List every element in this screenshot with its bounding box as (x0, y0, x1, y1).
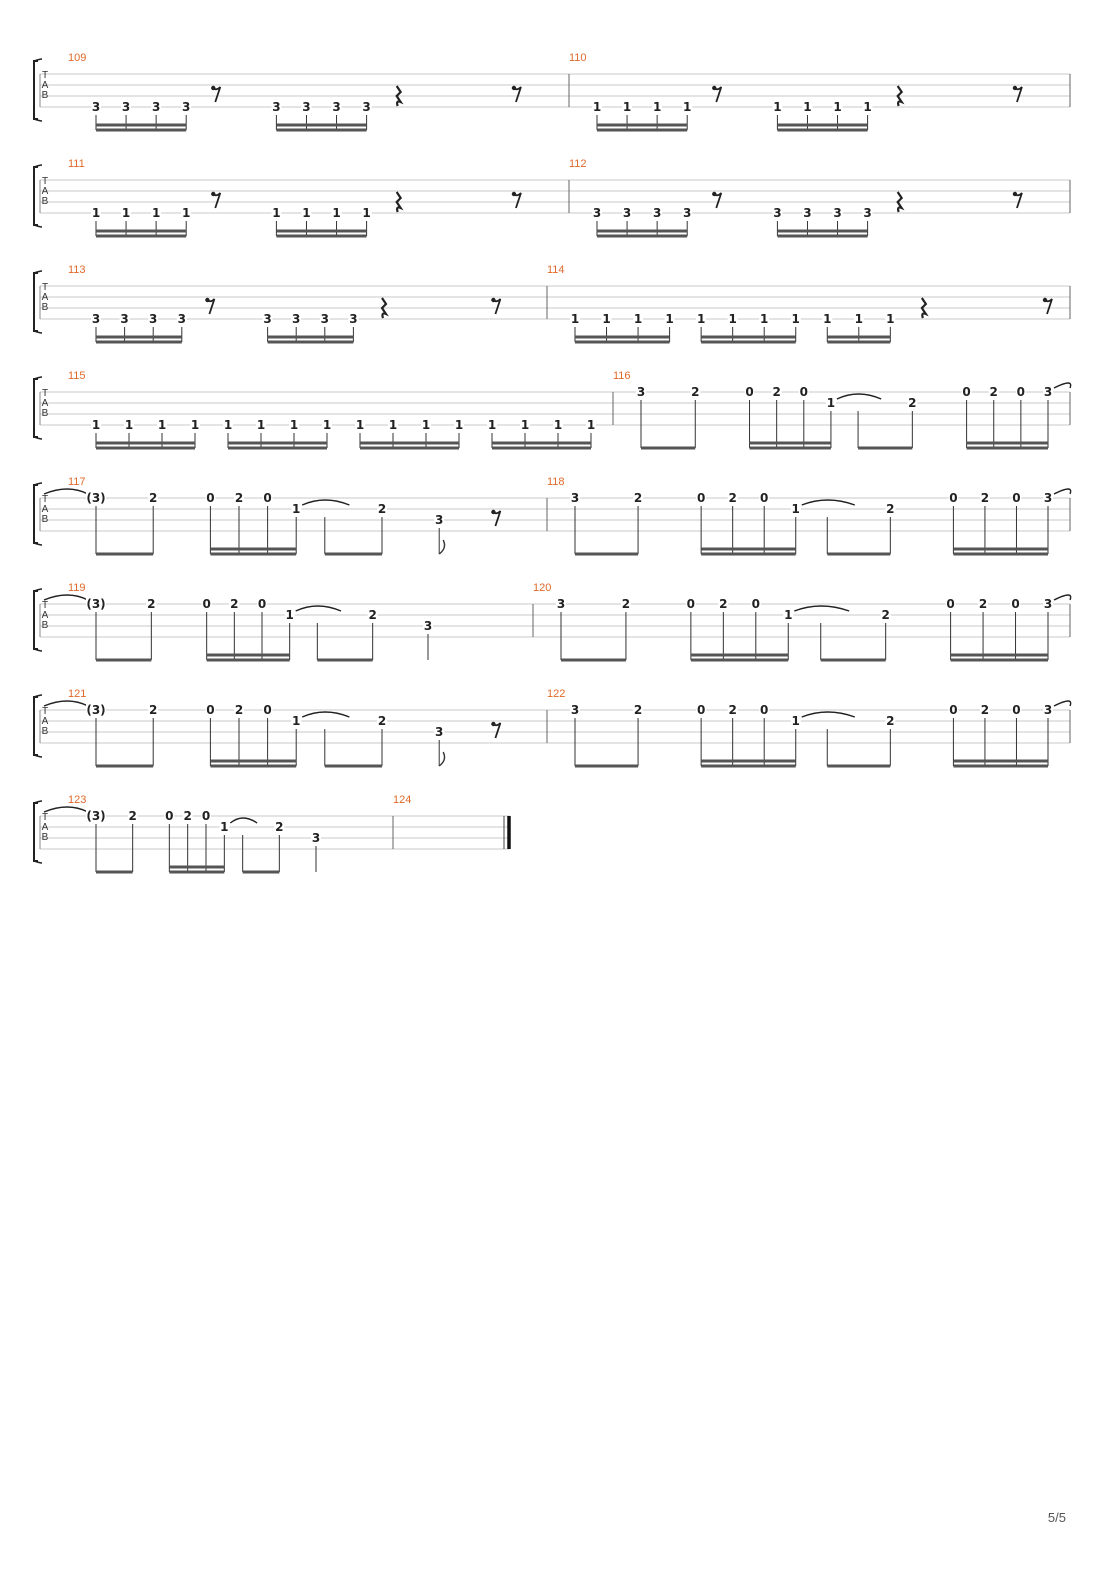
fret-number: 3 (177, 312, 186, 326)
eighth-rest-dot (491, 510, 495, 514)
fret-number: 0 (257, 597, 267, 611)
tab-clef-letter: T (41, 706, 49, 717)
fret-number: 2 (147, 597, 156, 611)
fret-number: 2 (978, 597, 988, 611)
fret-number: 1 (570, 312, 580, 326)
fret-number: 3 (349, 312, 358, 326)
system-bracket (34, 273, 38, 331)
fret-number: 1 (553, 418, 563, 432)
fret-number: 2 (886, 502, 895, 516)
eighth-rest-dot (512, 86, 516, 90)
fret-number: 1 (665, 312, 674, 326)
fret-number: 3 (435, 513, 444, 527)
fret-number: 2 (368, 608, 377, 622)
fret-number: 0 (1016, 385, 1026, 399)
fret-number: 1 (157, 418, 167, 432)
tie-arc (44, 701, 88, 706)
eighth-rest-dot (205, 298, 209, 302)
measure-number: 121 (68, 688, 87, 700)
fret-number: 0 (962, 385, 971, 399)
fret-number: 1 (728, 312, 737, 326)
tab-clef-letter: T (41, 494, 49, 505)
measure-number: 122 (547, 688, 566, 700)
fret-number: 1 (292, 502, 301, 516)
tie-arc (230, 818, 257, 823)
tie-arc (296, 606, 341, 611)
fret-number: 0 (1012, 703, 1021, 717)
fret-number: 2 (275, 820, 284, 834)
tab-clef-letter: T (41, 282, 49, 293)
fret-number: 1 (854, 312, 863, 326)
tab-clef-letter: T (41, 176, 49, 187)
fret-number: 3 (1043, 703, 1053, 717)
fret-number: 0 (206, 491, 215, 505)
fret-number: 3 (863, 206, 872, 220)
fret-number: 3 (556, 597, 566, 611)
fret-number: 1 (633, 312, 643, 326)
tab-system (34, 370, 1071, 448)
tie-arc (302, 712, 349, 717)
fret-number: 2 (633, 491, 643, 505)
tab-system (34, 794, 510, 872)
fret-number: 1 (256, 418, 266, 432)
eighth-rest-dot (211, 86, 215, 90)
fret-number: 3 (121, 100, 131, 114)
fret-number: 2 (908, 396, 917, 410)
fret-number: (3) (86, 809, 106, 823)
fret-number: 2 (886, 714, 895, 728)
fret-number: 2 (633, 703, 643, 717)
fret-number: 1 (322, 418, 332, 432)
fret-number: 1 (292, 714, 301, 728)
fret-number: 0 (202, 597, 211, 611)
fret-number: 3 (292, 312, 301, 326)
fret-number: 3 (1043, 597, 1053, 611)
fret-number: 1 (791, 312, 800, 326)
fret-number: 2 (989, 385, 998, 399)
measure-number: 118 (547, 476, 565, 488)
fret-number: 3 (1043, 491, 1053, 505)
fret-number: 1 (833, 100, 842, 114)
tab-clef-letter: A (41, 80, 49, 91)
fret-number: 0 (949, 703, 958, 717)
fret-number: 1 (602, 312, 611, 326)
fret-number: 1 (652, 100, 662, 114)
fret-number: 0 (263, 491, 272, 505)
fret-number: 1 (826, 396, 836, 410)
fret-number: 1 (223, 418, 233, 432)
measure-number: 123 (68, 794, 87, 806)
fret-number: 3 (636, 385, 646, 399)
fret-number: 3 (362, 100, 371, 114)
fret-number: 0 (949, 491, 958, 505)
tab-clef-letter: A (41, 398, 49, 409)
tab-clef-letter: T (41, 388, 49, 399)
fret-number: 0 (946, 597, 955, 611)
tie-arc (1054, 701, 1071, 706)
fret-number: 3 (302, 100, 311, 114)
fret-number: 0 (1012, 491, 1021, 505)
tab-clef-letter: A (41, 292, 49, 303)
fret-number: 1 (302, 206, 311, 220)
note-flag (439, 540, 444, 554)
fret-number: 3 (332, 100, 341, 114)
fret-number: 1 (784, 608, 793, 622)
tab-clef-letter: T (41, 812, 49, 823)
fret-number: 0 (760, 491, 769, 505)
tie-arc (44, 807, 88, 812)
fret-number: 3 (833, 206, 842, 220)
fret-number: 3 (263, 312, 272, 326)
fret-number: 3 (570, 491, 580, 505)
fret-number: 3 (149, 312, 158, 326)
fret-number: 2 (719, 597, 728, 611)
system-bracket (34, 697, 38, 755)
fret-number: 1 (683, 100, 692, 114)
measure-number: 112 (569, 158, 587, 170)
system-bracket (34, 379, 38, 437)
eighth-rest-dot (1013, 192, 1017, 196)
tie-arc (1054, 595, 1071, 600)
fret-number: 1 (454, 418, 464, 432)
tab-system (34, 264, 1070, 342)
tab-clef-letter: B (41, 726, 49, 737)
fret-number: 2 (621, 597, 631, 611)
fret-number: 0 (760, 703, 769, 717)
fret-number: 2 (230, 597, 239, 611)
tab-clef-letter: A (41, 504, 49, 515)
tie-arc (837, 394, 881, 399)
eighth-rest-dot (1013, 86, 1017, 90)
fret-number: 0 (1011, 597, 1020, 611)
tab-clef-letter: B (41, 196, 49, 207)
fret-number: 0 (263, 703, 272, 717)
tie-arc (802, 712, 855, 717)
system-bracket (34, 591, 38, 649)
tab-clef-letter: A (41, 186, 49, 197)
fret-number: 3 (120, 312, 129, 326)
fret-number: 1 (285, 608, 294, 622)
measure-number: 115 (68, 370, 86, 382)
fret-number: 3 (1043, 385, 1053, 399)
tab-clef-letter: A (41, 822, 49, 833)
fret-number: 3 (320, 312, 329, 326)
fret-number: 3 (570, 703, 580, 717)
fret-number: 0 (686, 597, 696, 611)
tie-arc (44, 489, 88, 494)
measure-number: 116 (613, 370, 631, 382)
fret-number: 3 (773, 206, 782, 220)
fret-number: 3 (151, 100, 161, 114)
tab-clef-letter: T (41, 70, 49, 81)
measure-number: 120 (533, 582, 552, 594)
eighth-rest-dot (1043, 298, 1047, 302)
fret-number: 3 (91, 100, 101, 114)
system-bracket (34, 61, 38, 119)
tie-arc (302, 500, 349, 505)
fret-number: 3 (652, 206, 662, 220)
fret-number: 1 (803, 100, 812, 114)
fret-number: 1 (586, 418, 596, 432)
eighth-rest-dot (491, 298, 495, 302)
fret-number: 2 (377, 502, 387, 516)
fret-number: (3) (86, 491, 106, 505)
fret-number: 1 (487, 418, 497, 432)
tab-clef-letter: B (41, 514, 49, 525)
system-bracket (34, 167, 38, 225)
fret-number: 1 (151, 206, 161, 220)
fret-number: 1 (823, 312, 832, 326)
measure-number: 111 (68, 158, 85, 170)
measure-number: 119 (68, 582, 86, 594)
fret-number: 1 (592, 100, 602, 114)
fret-number: 3 (622, 206, 632, 220)
fret-number: 2 (728, 703, 737, 717)
tie-arc (802, 500, 855, 505)
fret-number: 2 (183, 809, 192, 823)
fret-number: 3 (435, 725, 444, 739)
fret-number: 1 (121, 206, 131, 220)
fret-number: 1 (863, 100, 872, 114)
tab-clef-letter: B (41, 302, 49, 313)
fret-number: 1 (791, 502, 800, 516)
fret-number: 2 (980, 703, 990, 717)
note-flag (439, 752, 444, 766)
fret-number: 1 (760, 312, 769, 326)
tab-clef-letter: A (41, 716, 49, 727)
tab-clef-letter: A (41, 610, 49, 621)
tab-system (34, 582, 1071, 660)
fret-number: 3 (311, 831, 321, 845)
fret-number: 1 (220, 820, 229, 834)
fret-number: 1 (622, 100, 632, 114)
tab-system (34, 52, 1070, 130)
eighth-rest-dot (712, 192, 716, 196)
tab-clef-letter: B (41, 90, 49, 101)
fret-number: 1 (520, 418, 530, 432)
fret-number: 0 (696, 703, 706, 717)
fret-number: 1 (791, 714, 800, 728)
fret-number: 1 (355, 418, 365, 432)
fret-number: 2 (881, 608, 890, 622)
fret-number: 1 (289, 418, 299, 432)
tab-clef-letter: T (41, 600, 49, 611)
tab-system (34, 688, 1071, 766)
fret-number: 2 (691, 385, 700, 399)
fret-number: 2 (149, 703, 158, 717)
tab-clef-letter: B (41, 408, 49, 419)
fret-number: 1 (421, 418, 431, 432)
fret-number: 1 (124, 418, 134, 432)
tie-arc (1054, 489, 1071, 494)
tie-arc (794, 606, 849, 611)
eighth-rest-dot (491, 722, 495, 726)
fret-number: 1 (696, 312, 706, 326)
measure-number: 110 (569, 52, 587, 64)
fret-number: 3 (272, 100, 281, 114)
fret-number: 1 (886, 312, 895, 326)
tie-arc (1054, 383, 1071, 388)
fret-number: 3 (423, 619, 433, 633)
fret-number: 1 (272, 206, 281, 220)
fret-number: 1 (362, 206, 371, 220)
fret-number: 2 (980, 491, 990, 505)
fret-number: 0 (696, 491, 706, 505)
tie-arc (44, 595, 88, 600)
fret-number: 1 (773, 100, 782, 114)
system-bracket (34, 803, 38, 861)
fret-number: 1 (91, 206, 101, 220)
fret-number: 2 (772, 385, 781, 399)
fret-number: 3 (91, 312, 101, 326)
fret-number: 1 (190, 418, 200, 432)
measure-number: 113 (68, 264, 86, 276)
fret-number: (3) (86, 597, 106, 611)
fret-number: 2 (234, 491, 244, 505)
fret-number: 0 (745, 385, 754, 399)
fret-number: 2 (377, 714, 387, 728)
fret-number: 3 (683, 206, 692, 220)
measure-number: 114 (547, 264, 565, 276)
tab-clef-letter: B (41, 832, 49, 843)
fret-number: 2 (728, 491, 737, 505)
fret-number: 0 (799, 385, 808, 399)
fret-number: 0 (751, 597, 760, 611)
measure-number: 124 (393, 794, 412, 806)
fret-number: 0 (165, 809, 174, 823)
fret-number: 1 (388, 418, 398, 432)
tab-system (34, 158, 1070, 236)
fret-number: 3 (803, 206, 812, 220)
eighth-rest-dot (512, 192, 516, 196)
fret-number: 2 (234, 703, 244, 717)
fret-number: (3) (86, 703, 106, 717)
measure-number: 117 (68, 476, 86, 488)
fret-number: 1 (182, 206, 191, 220)
fret-number: 3 (592, 206, 602, 220)
fret-number: 2 (128, 809, 137, 823)
eighth-rest-dot (712, 86, 716, 90)
system-bracket (34, 485, 38, 543)
fret-number: 3 (182, 100, 191, 114)
fret-number: 0 (206, 703, 215, 717)
fret-number: 1 (91, 418, 101, 432)
tab-clef-letter: B (41, 620, 49, 631)
fret-number: 0 (201, 809, 211, 823)
fret-number: 2 (149, 491, 158, 505)
measure-number: 109 (68, 52, 87, 64)
tab-system (34, 476, 1071, 554)
eighth-rest-dot (211, 192, 215, 196)
fret-number: 1 (332, 206, 341, 220)
page-number: 5/5 (1047, 1510, 1066, 1525)
